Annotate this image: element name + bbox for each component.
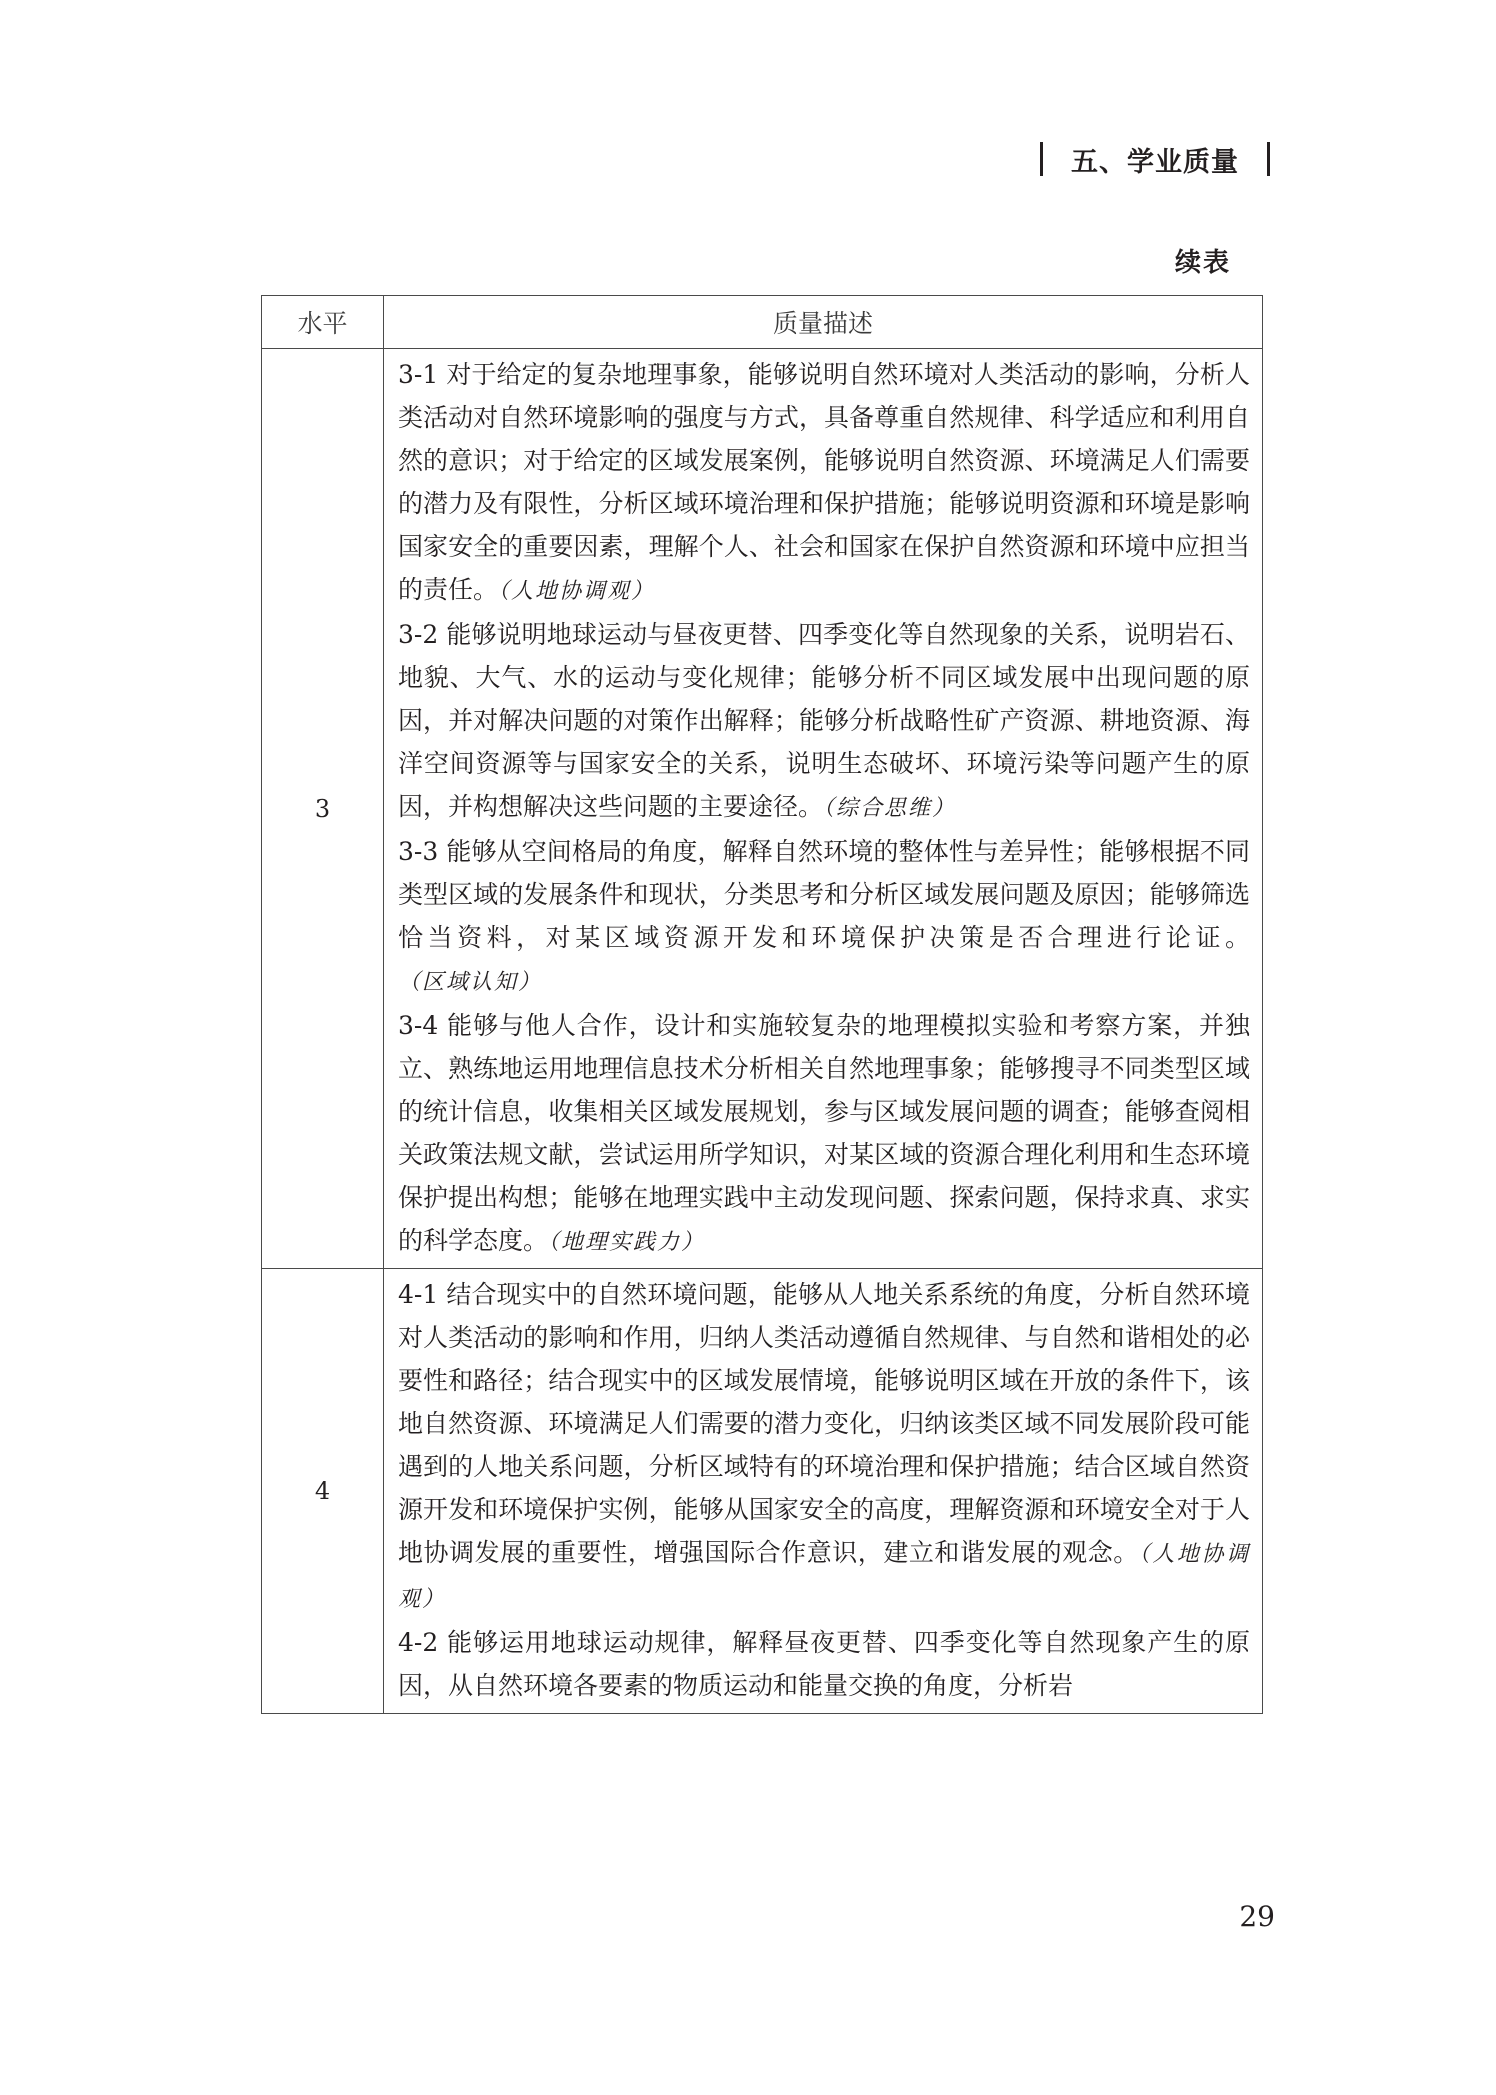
standard-text: 4-2 能够运用地球运动规律，解释昼夜更替、四季变化等自然现象产生的原因，从自然环境各要素的物质运动和能量交换的角度，分析岩 [398,1628,1250,1700]
competency-label: （地理实践力） [548,1230,706,1255]
quality-table [261,295,1263,1714]
standard-text: 4-1 结合现实中的自然环境问题，能够从人地关系系统的角度，分析自然环境对人类活动的影响和作用，归纳人类活动遵循自然规律、与自然和谐相处的必要性和路径；结合现实中的区域发展情境，能够说明区域在开放的条件下，该地自然资源、环境满足人们需要的潜力变化，归纳该类区域不同发展阶段可能遇到的人地关系问题，分析区域特有的环境治理和保护措施；结合区域自然资源开发和环境保护实例，能够从国家安全的高度，理解资源和环境安全对于人地协调发展的重要性，增强国际合作意识，建立和谐发展的观念。 [398,1280,1250,1567]
standard-text: 3-1 对于给定的复杂地理事象，能够说明自然环境对人类活动的影响，分析人类活动对自然环境影响的强度与方式，具备尊重自然规律、科学适应和利用自然的意识；对于给定的区域发展案例，能够说明自然资源、环境满足人们需要的潜力及有限性，分析区域环境治理和保护措施；能够说明资源和环境是影响国家安全的重要因素，理解个人、社会和国家在保护自然资源和环境中应担当的责任。 [398,360,1250,604]
table-header-row [262,296,1263,349]
standard-text: 3-2 能够说明地球运动与昼夜更替、四季变化等自然现象的关系，说明岩石、地貌、大气、水的运动与变化规律；能够分析不同区域发展中出现问题的原因，并对解决问题的对策作出解释；能够分析战略性矿产资源、耕地资源、海洋空间资源等与国家安全的关系，说明生态破坏、环境污染等问题产生的原因，并构想解决这些问题的主要途径。 [398,620,1250,821]
page-number: 29 [1239,1900,1275,1933]
competency-label: （人地协调观） [398,1542,1250,1612]
column-header-level: 水平 [262,296,384,349]
table-row-level-3 [262,349,1263,1269]
running-head-title: 五、学业质量 [1071,146,1239,178]
standard-text: 3-3 能够从空间格局的角度，解释自然环境的整体性与差异性；能够根据不同类型区域的发展条件和现状，分类思考和分析区域发展问题及原因；能够筛选恰当资料，对某区域资源开发和环境保护决策是否合理进行论证。 [398,837,1250,952]
standard-item-3-3 [398,830,1250,1004]
competency-label: （区域认知） [398,970,543,995]
running-head-right-rule [1267,142,1270,176]
column-header-description: 质量描述 [384,296,1263,349]
table-continued-caption: 续表 [1174,248,1231,278]
level-cell: 4 [262,1269,384,1714]
standard-item-4-1 [398,1273,1250,1621]
description-cell [384,349,1263,1269]
standard-item-3-4 [398,1004,1250,1264]
standard-item-4-2 [398,1621,1250,1709]
level-cell: 3 [262,349,384,1269]
standard-item-3-2 [398,613,1250,830]
running-head [1040,139,1270,179]
description-cell [384,1269,1263,1714]
competency-label: （人地协调观） [498,579,656,604]
competency-label: （综合思维） [823,796,957,821]
table-row-level-4 [262,1269,1263,1714]
standard-item-3-1 [398,353,1250,613]
standard-text: 3-4 能够与他人合作，设计和实施较复杂的地理模拟实验和考察方案，并独立、熟练地运用地理信息技术分析相关自然地理事象；能够搜寻不同类型区域的统计信息，收集相关区域发展规划，参与区域发展问题的调查；能够查阅相关政策法规文献，尝试运用所学知识，对某区域的资源合理化利用和生态环境保护提出构想；能够在地理实践中主动发现问题、探索问题，保持求真、求实的科学态度。 [398,1011,1250,1255]
